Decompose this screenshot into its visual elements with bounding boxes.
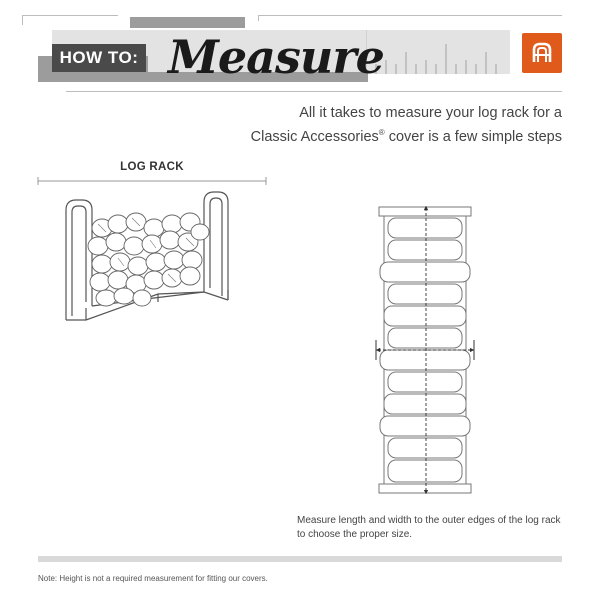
classic-accessories-logo-icon: [522, 33, 562, 73]
intro-line-2: [200, 123, 562, 147]
ruler-ticks-icon: [366, 30, 510, 74]
rack-label-bracket-icon: [36, 176, 268, 186]
intro-brand: Classic Accessories: [250, 128, 379, 145]
header-bracket-right: [258, 15, 562, 16]
log-rack-isometric-icon: [58, 188, 238, 324]
measure-instruction: Measure length and width to the outer edges of the log rack to choose the proper size.: [297, 515, 561, 540]
page-title: Measure: [168, 30, 384, 84]
footer-note: Note: Height is not a required measurement for fitting our covers.: [38, 574, 268, 583]
header-bracket-right-tick: [258, 15, 259, 21]
intro-text: [200, 103, 562, 147]
footer-divider: [38, 556, 562, 562]
log-rack-top-view-icon: [370, 200, 480, 500]
registered-mark: ®: [378, 128, 385, 137]
log-rack-label: LOG RACK: [120, 161, 184, 173]
header-bracket-left: [22, 15, 118, 16]
intro-line-2-rest: cover is a few simple steps: [384, 128, 562, 145]
header-bracket-left-tick: [22, 15, 23, 25]
how-to-tag: HOW TO:: [52, 44, 146, 72]
intro-line-1: All it takes to measure your log rack for a: [299, 105, 562, 121]
